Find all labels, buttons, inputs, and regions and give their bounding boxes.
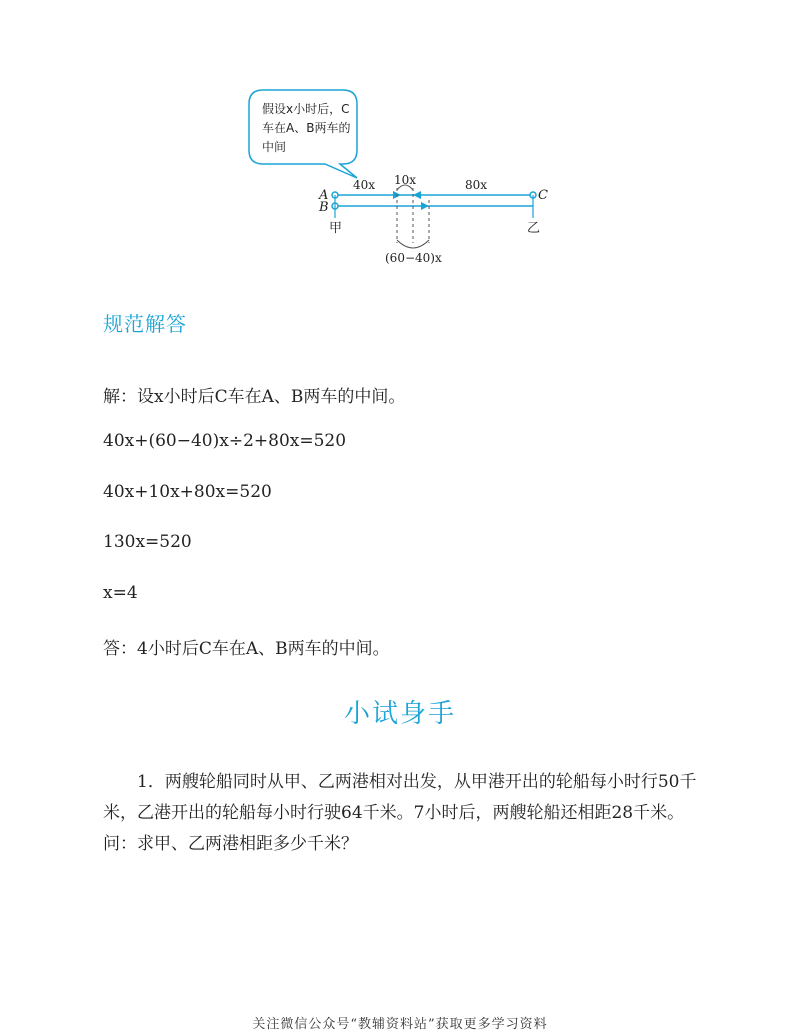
bubble-text: 假设x小时后，C车在A、B两车的中间 xyxy=(262,102,351,154)
label-b: B xyxy=(319,200,329,215)
solution-line-3: 40x+10x+80x=520 xyxy=(103,482,272,502)
arrow-c xyxy=(413,191,421,199)
practice-title: 小试身手 xyxy=(343,699,456,729)
practice-problem-1: 1．两艘轮船同时从甲、乙两港相对出发，从甲港开出的轮船每小时行50千米，乙港开出的轮船每小时行驶64千米。7小时后，两艘轮船还相距28千米。问：求甲、乙两港相距多少千米？ xyxy=(103,772,697,854)
brace-diff xyxy=(397,240,429,248)
label-80x: 80x xyxy=(465,178,488,192)
label-a: A xyxy=(319,188,329,203)
solution-heading: 规范解答 xyxy=(103,312,187,336)
solution-line-4: 130x=520 xyxy=(103,532,192,552)
solution-line-5: x=4 xyxy=(103,583,138,603)
label-10x: 10x xyxy=(394,173,417,187)
label-c: C xyxy=(538,188,548,203)
label-diff: (60−40)x xyxy=(385,251,442,265)
footer-note: 关注微信公众号“教辅资料站”获取更多学习资料 xyxy=(252,1017,548,1032)
solution-line-2: 40x+(60−40)x÷2+80x=520 xyxy=(103,431,347,451)
label-jia: 甲 xyxy=(329,221,343,236)
label-yi: 乙 xyxy=(527,221,541,236)
solution-line-6: 答：4小时后C车在A、B两车的中间。 xyxy=(103,639,390,659)
label-40x: 40x xyxy=(353,178,376,192)
arrow-b xyxy=(421,202,429,210)
solution-line-1: 解：设x小时后C车在A、B两车的中间。 xyxy=(103,387,406,407)
